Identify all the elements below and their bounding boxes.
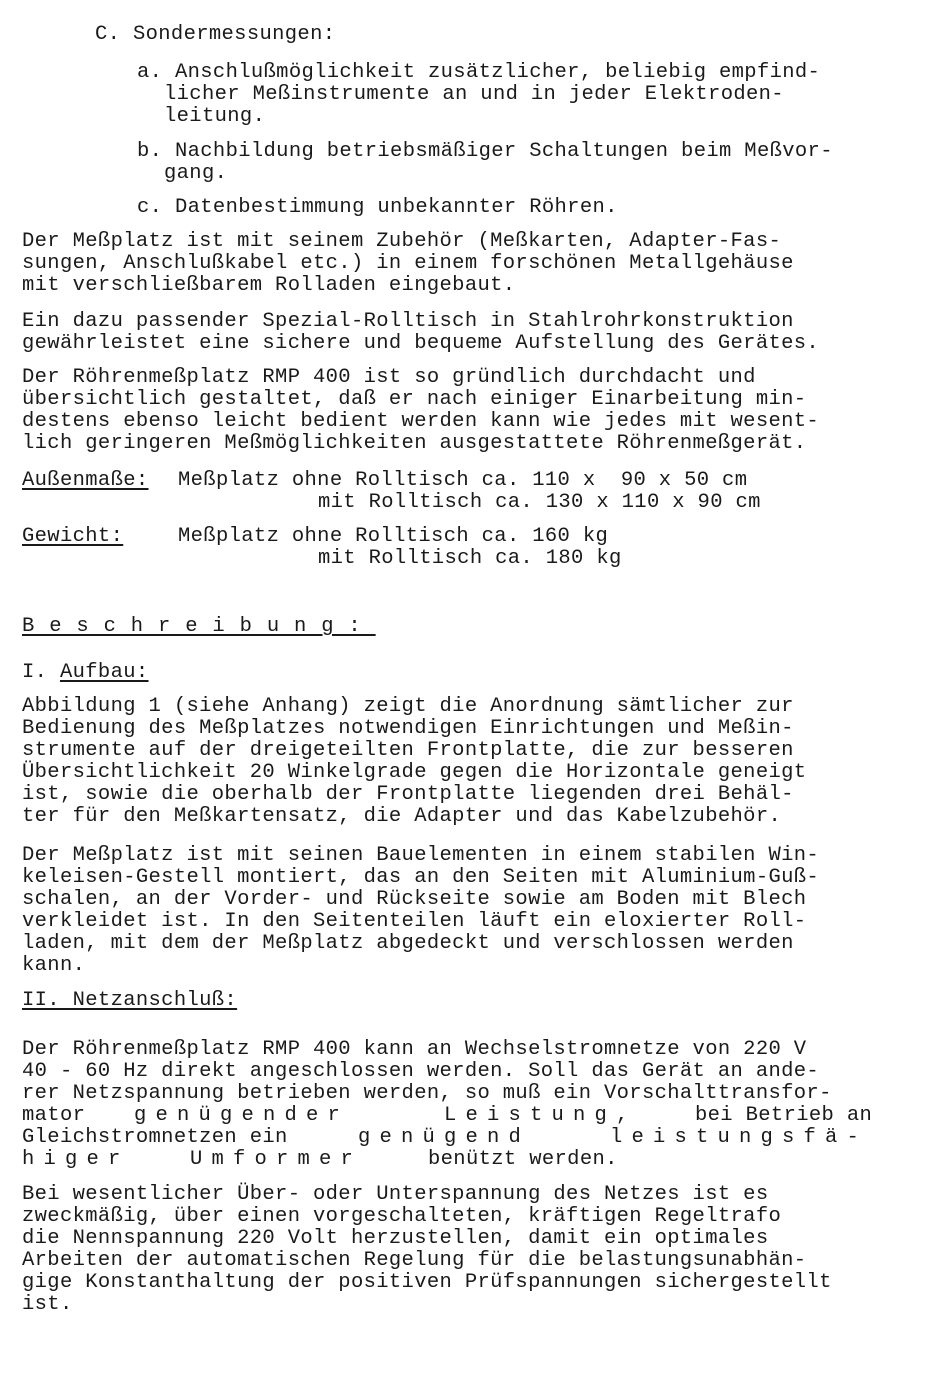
gewicht-line-1: Meßplatz ohne Rolltisch ca. 160 kg bbox=[178, 525, 609, 548]
s1-p2-line-4: verkleidet ist. In den Seitenteilen läuft ein eloxierter Roll- bbox=[22, 910, 807, 933]
p2-line-2: gewährleistet eine sichere und bequeme Aufstellung des Gerätes. bbox=[22, 332, 820, 355]
s2-p2-line-2: zweckmäßig, über einen vorgeschalteten, kräftigen Regeltrafo bbox=[22, 1205, 782, 1228]
p3-line-3: destens ebenso leicht bedient werden kann wie jedes mit wesent- bbox=[22, 410, 820, 433]
s2-p1-line-4-c: Leistung, bbox=[444, 1104, 638, 1127]
s2-p1-line-4-b: genügender bbox=[134, 1104, 350, 1127]
p2-line-1: Ein dazu passender Spezial-Rolltisch in Stahlrohrkonstruktion bbox=[22, 310, 794, 333]
item-a-line-1: a. Anschlußmöglichkeit zusätzlicher, beliebig empfind- bbox=[137, 61, 821, 84]
p1-line-3: mit verschließbarem Rolladen eingebaut. bbox=[22, 274, 516, 297]
item-a-line-3: leitung. bbox=[164, 105, 266, 128]
s2-p1-line-6-b: Umformer bbox=[190, 1148, 363, 1171]
s1-p1-line-3: strumente auf der dreigeteilten Frontplatte, die zur besseren bbox=[22, 739, 794, 762]
p1-line-1: Der Meßplatz ist mit seinem Zubehör (Meßkarten, Adapter-Fas- bbox=[22, 230, 782, 253]
section-1-number: I. bbox=[22, 661, 60, 684]
item-b-line-2: gang. bbox=[164, 162, 228, 185]
gewicht-label: Gewicht: bbox=[22, 525, 124, 548]
s2-p1-line-6-c: benützt werden. bbox=[428, 1148, 618, 1171]
s2-p2-line-6: ist. bbox=[22, 1293, 73, 1316]
s2-p2-line-4: Arbeiten der automatischen Regelung für die belastungsunabhän- bbox=[22, 1249, 807, 1272]
item-a-line-2: licher Meßinstrumente an und in jeder Elektroden- bbox=[164, 83, 784, 106]
aussenmasse-label: Außenmaße: bbox=[22, 469, 149, 492]
s2-p1-line-5-a: Gleichstromnetzen ein bbox=[22, 1126, 288, 1149]
section-1-title: Aufbau: bbox=[59, 661, 149, 684]
s1-p1-line-2: Bedienung des Meßplatzes notwendigen Einrichtungen und Meßin- bbox=[22, 717, 794, 740]
s2-p1-line-1: Der Röhrenmeßplatz RMP 400 kann an Wechselstromnetze von 220 V bbox=[22, 1038, 807, 1061]
s2-p1-line-3: rer Netzspannung betrieben werden, so muß ein Vorschalttransfor- bbox=[22, 1082, 832, 1105]
item-c-line-1: c. Datenbestimmung unbekannter Röhren. bbox=[137, 196, 618, 219]
s1-p1-line-6: ter für den Meßkartensatz, die Adapter und das Kabelzubehör. bbox=[22, 805, 782, 828]
s1-p1-line-1: Abbildung 1 (siehe Anhang) zeigt die Anordnung sämtlicher zur bbox=[22, 695, 794, 718]
s1-p1-line-4: Übersichtlichkeit 20 Winkelgrade gegen die Horizontale geneigt bbox=[22, 761, 807, 784]
item-b-line-1: b. Nachbildung betriebsmäßiger Schaltungen beim Meßvor- bbox=[137, 140, 833, 163]
section-2-heading: II. Netzanschluß: bbox=[22, 989, 238, 1012]
p3-line-2: übersichtlich gestaltet, daß er nach einiger Einarbeitung min- bbox=[22, 388, 807, 411]
s2-p1-line-5-c: leistungsfä- bbox=[610, 1126, 869, 1149]
s2-p2-line-1: Bei wesentlicher Über- oder Unterspannung des Netzes ist es bbox=[22, 1183, 769, 1206]
p3-line-1: Der Röhrenmeßplatz RMP 400 ist so gründlich durchdacht und bbox=[22, 366, 756, 389]
s2-p1-line-2: 40 - 60 Hz direkt angeschlossen werden. Soll das Gerät an ande- bbox=[22, 1060, 820, 1083]
s2-p1-line-4-a: mator bbox=[22, 1104, 86, 1127]
aussenmasse-line-1: Meßplatz ohne Rolltisch ca. 110 x 90 x 50 cm bbox=[178, 469, 748, 492]
p3-line-4: lich geringeren Meßmöglichkeiten ausgestattete Röhrenmeßgerät. bbox=[22, 432, 807, 455]
s2-p2-line-5: gige Konstanthaltung der positiven Prüfspannungen sichergestellt bbox=[22, 1271, 832, 1294]
s2-p1-line-4-d: bei Betrieb an bbox=[695, 1104, 873, 1127]
s2-p1-line-5-b: genügend bbox=[358, 1126, 531, 1149]
s1-p2-line-3: schalen, an der Vorder- und Rückseite sowie am Boden mit Blech bbox=[22, 888, 807, 911]
section-c-heading: C. Sondermessungen: bbox=[95, 23, 336, 46]
s1-p2-line-6: kann. bbox=[22, 954, 86, 977]
s2-p1-line-6-a: higer bbox=[22, 1148, 130, 1171]
section-1-heading bbox=[22, 662, 149, 684]
s1-p1-line-5: ist, sowie die oberhalb der Frontplatte liegenden drei Behäl- bbox=[22, 783, 794, 806]
s1-p2-line-1: Der Meßplatz ist mit seinen Bauelementen in einem stabilen Win- bbox=[22, 844, 820, 867]
aussenmasse-line-2: mit Rolltisch ca. 130 x 110 x 90 cm bbox=[318, 491, 761, 514]
s1-p2-line-2: keleisen-Gestell montiert, das an den Seiten mit Aluminium-Guß- bbox=[22, 866, 820, 889]
p1-line-2: sungen, Anschlußkabel etc.) in einem forschönen Metallgehäuse bbox=[22, 252, 794, 275]
s2-p2-line-3: die Nennspannung 220 Volt herzustellen, damit ein optimales bbox=[22, 1227, 769, 1250]
beschreibung-heading: Beschreibung: bbox=[22, 615, 376, 638]
s1-p2-line-5: laden, mit dem der Meßplatz abgedeckt und verschlossen werden bbox=[22, 932, 794, 955]
gewicht-line-2: mit Rolltisch ca. 180 kg bbox=[318, 547, 622, 570]
